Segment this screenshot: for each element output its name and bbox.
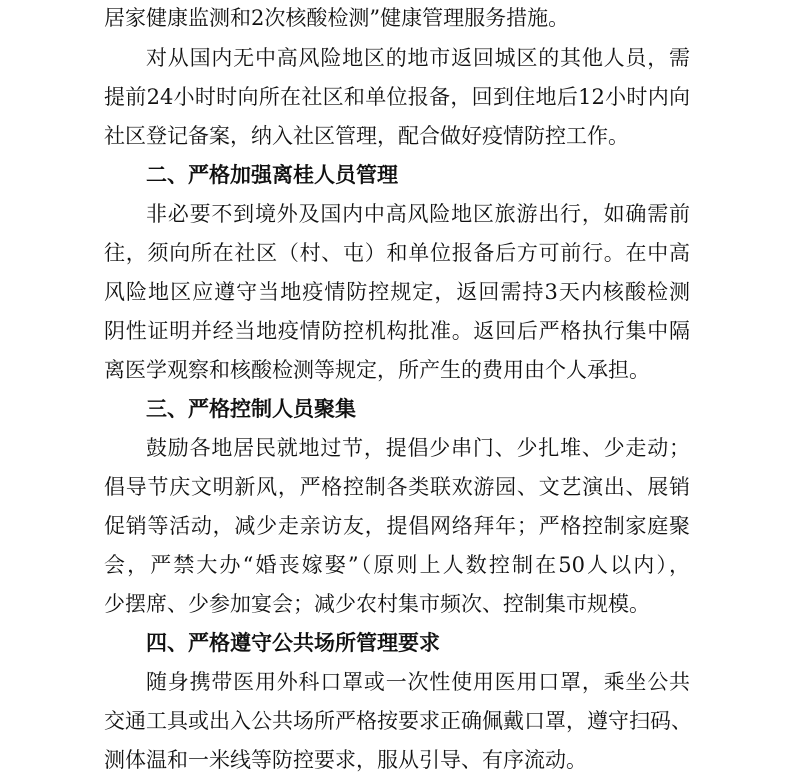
paragraph-line: 风险地区应遵守当地疫情防控规定，返回需持3天内核酸检测	[104, 280, 690, 304]
paragraph-line: 倡导节庆文明新风，严格控制各类联欢游园、文艺演出、展销	[104, 475, 690, 499]
paragraph-line: 促销等活动，减少走亲访友，提倡网络拜年；严格控制家庭聚	[104, 514, 690, 538]
paragraph-line: 会，严禁大办“婚丧嫁娶”（原则上人数控制在50人以内），	[104, 553, 690, 577]
paragraph-line: 少摆席、少参加宴会；减少农村集市频次、控制集市规模。	[104, 592, 650, 616]
paragraph-line: 居家健康监测和2次核酸检测”健康管理服务措施。	[104, 6, 570, 30]
section-heading: 三、严格控制人员聚集	[146, 397, 356, 421]
paragraph-line: 鼓励各地居民就地过节，提倡少串门、少扎堆、少走动；	[146, 436, 690, 460]
paragraph-line: 离医学观察和核酸检测等规定，所产生的费用由个人承担。	[104, 358, 650, 382]
paragraph-line: 社区登记备案，纳入社区管理，配合做好疫情防控工作。	[104, 124, 629, 148]
section-heading: 二、严格加强离桂人员管理	[146, 163, 398, 187]
paragraph-line: 阴性证明并经当地疫情防控机构批准。返回后严格执行集中隔	[104, 319, 690, 343]
paragraph-line: 随身携带医用外科口罩或一次性使用医用口罩，乘坐公共	[146, 670, 690, 694]
section-heading: 四、严格遵守公共场所管理要求	[146, 631, 440, 655]
paragraph-line: 交通工具或出入公共场所严格按要求正确佩戴口罩，遵守扫码、	[104, 709, 692, 733]
paragraph-line: 提前24小时时向所在社区和单位报备，回到住地后12小时内向	[104, 85, 690, 109]
paragraph-line: 非必要不到境外及国内中高风险地区旅游出行，如确需前	[146, 202, 690, 226]
paragraph-line: 往，须向所在社区（村、屯）和单位报备后方可前行。在中高	[104, 241, 690, 265]
paragraph-line: 对从国内无中高风险地区的地市返回城区的其他人员，需	[146, 46, 690, 70]
paragraph-line: 测体温和一米线等防控要求，服从引导、有序流动。	[104, 748, 587, 772]
